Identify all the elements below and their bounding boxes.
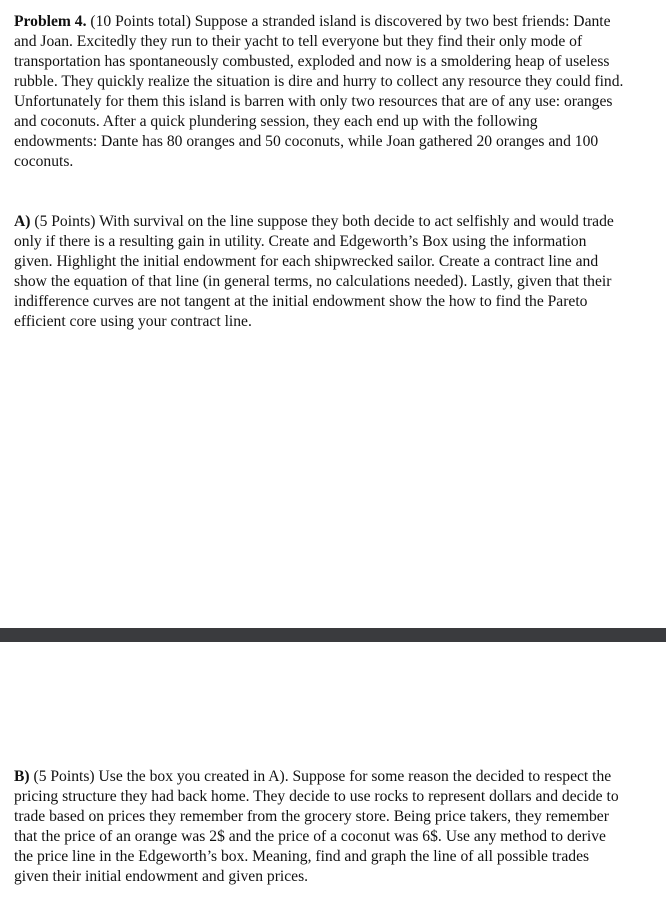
problem-points: (10 Points total)	[90, 13, 191, 30]
page-divider	[0, 628, 666, 642]
intro-line-4: rubble. They quickly realize the situation is dire and hurry to collect any resource they could find.	[14, 73, 624, 90]
part-a-line-2: only if there is a resulting gain in utility. Create and Edgeworth’s Box using the information	[14, 233, 587, 250]
part-b-line-6: given their initial endowment and given prices.	[14, 868, 309, 885]
intro-line-2: and Joan. Excitedly they run to their yacht to tell everyone but they find their only mode of	[14, 33, 583, 50]
part-a-points: (5 Points)	[34, 213, 96, 230]
part-a-line-1	[14, 212, 614, 232]
part-a-label: A)	[14, 213, 31, 230]
part-b-line-5: the price line in the Edgeworth’s box. Meaning, find and graph the line of all possible trades	[14, 848, 590, 865]
intro-line-1	[14, 12, 623, 32]
intro-line-5: Unfortunately for them this island is barren with only two resources that are of any use: oranges	[14, 93, 613, 110]
part-a-line-5: indifference curves are not tangent at the initial endowment show the how to find the Pareto	[14, 293, 588, 310]
part-b-label: B)	[14, 768, 30, 785]
intro-line-7: endowments: Dante has 80 oranges and 50 coconuts, while Joan gathered 20 oranges and 100	[14, 133, 599, 150]
intro-line-8: coconuts.	[14, 153, 74, 170]
part-b-points: (5 Points)	[33, 768, 95, 785]
intro-line-3: transportation has spontaneously combusted, exploded and now is a smoldering heap of useless	[14, 53, 610, 70]
part-b-line-4: that the price of an orange was 2$ and the price of a coconut was 6$. Use any method to derive	[14, 828, 606, 845]
part-b-line-1-text: Use the box you created in A). Suppose for some reason the decided to respect the	[98, 768, 612, 785]
intro-line-1-text: Suppose a stranded island is discovered by two best friends: Dante	[194, 13, 611, 30]
part-b-line-1	[14, 767, 619, 787]
part-b-line-2: pricing structure they had back home. They decide to use rocks to represent dollars and decide to	[14, 788, 619, 805]
part-b-line-3: trade based on prices they remember from the grocery store. Being price takers, they remember	[14, 808, 609, 825]
part-a-paragraph	[14, 212, 614, 332]
problem-intro-paragraph	[14, 12, 623, 172]
part-b-paragraph	[14, 767, 619, 887]
part-a-line-6: efficient core using your contract line.	[14, 313, 252, 330]
intro-line-6: and coconuts. After a quick plundering session, they each end up with the following	[14, 113, 538, 130]
problem-label: Problem 4.	[14, 13, 87, 30]
part-a-line-4: show the equation of that line (in general terms, no calculations needed). Lastly, given that their	[14, 273, 612, 290]
part-a-line-1-text: With survival on the line suppose they both decide to act selfishly and would trade	[99, 213, 614, 230]
part-a-line-3: given. Highlight the initial endowment for each shipwrecked sailor. Create a contract line and	[14, 253, 599, 270]
